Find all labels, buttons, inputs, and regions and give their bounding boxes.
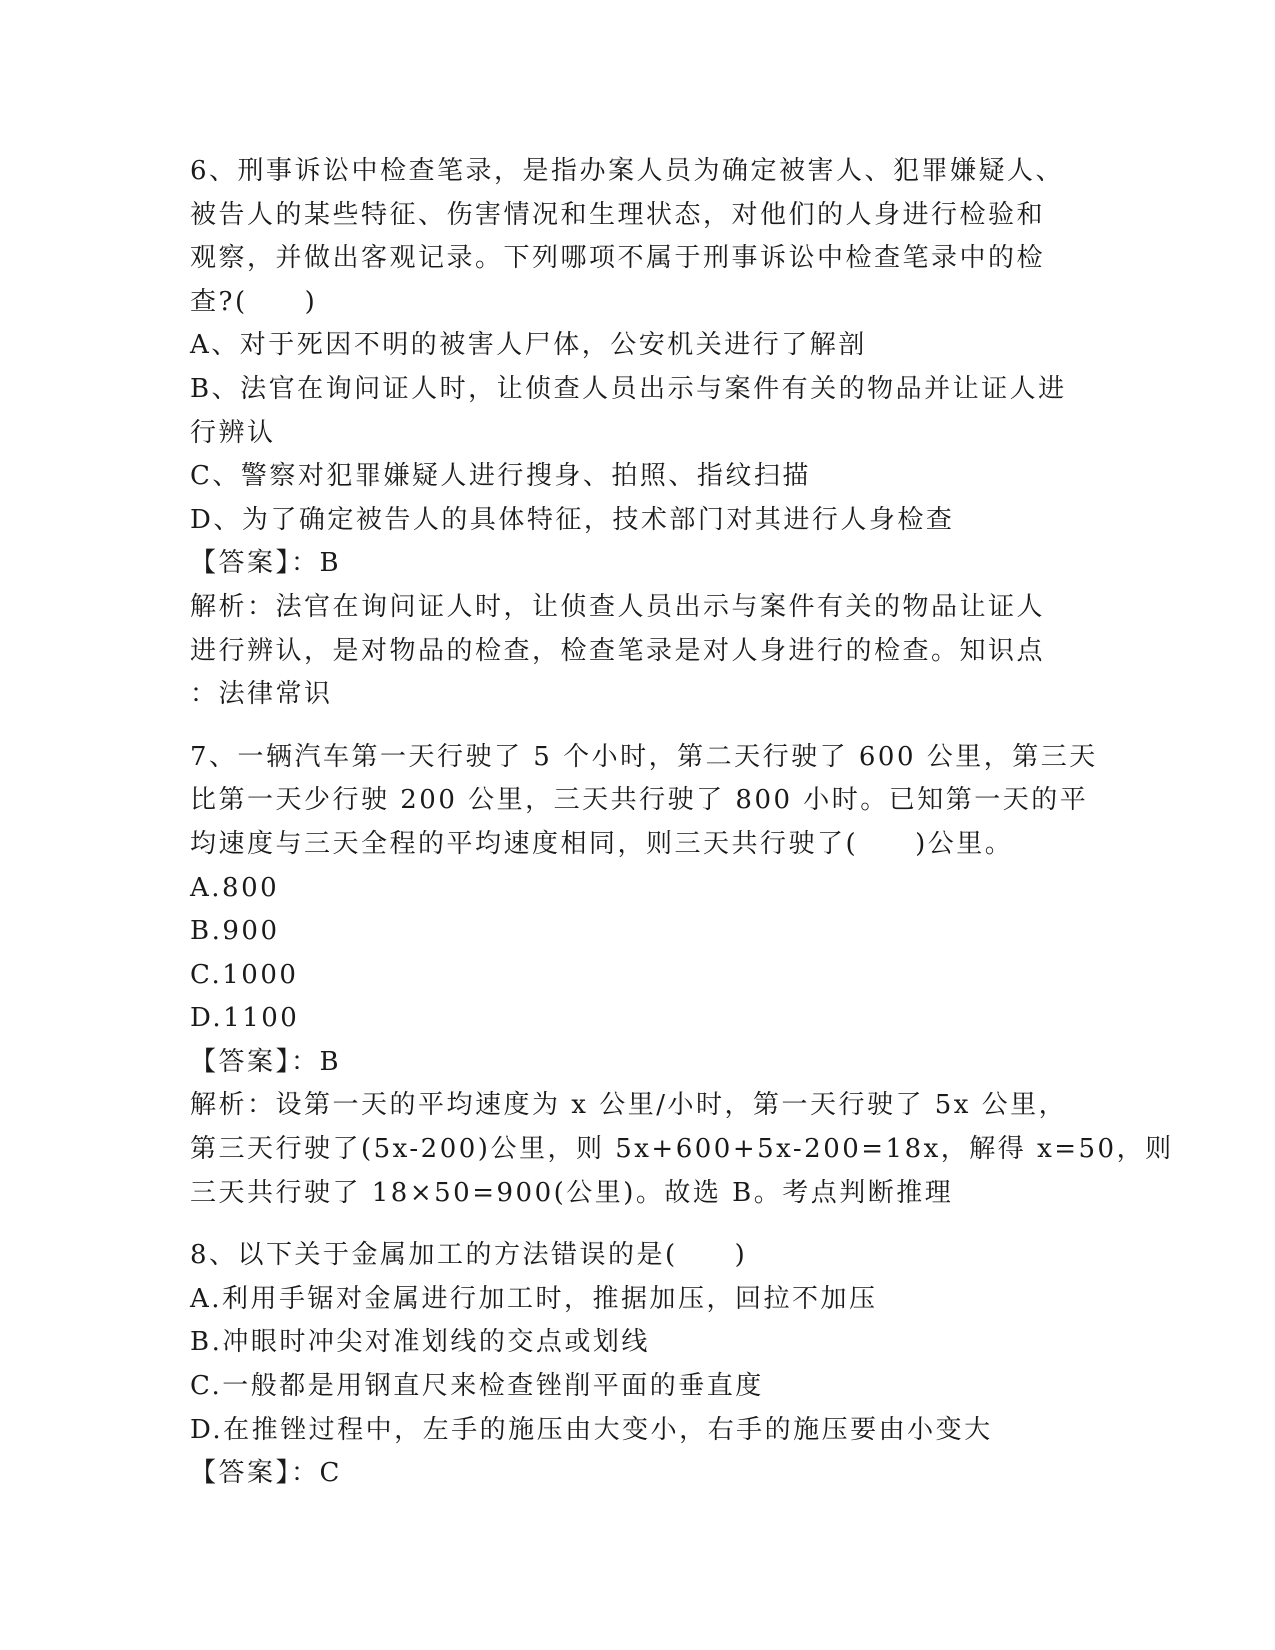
option-a: A.利用手锯对金属进行加工时，推据加压，回拉不加压	[190, 1283, 878, 1314]
explanation: 第三天行驶了(5x-200)公里，则 5x+600+5x-200=18x，解得 x=50，则	[190, 1134, 1174, 1165]
option-d: D.在推锉过程中，左手的施压由大变小，右手的施压要由小变大	[190, 1414, 993, 1445]
question-6-line: 查?( )	[190, 286, 318, 317]
question-7-line: 均速度与三天全程的平均速度相同，则三天共行驶了( )公里。	[190, 828, 1014, 859]
option-c: C.1000	[190, 959, 299, 990]
explanation: 解析：法官在询问证人时，让侦查人员出示与案件有关的物品让证人	[190, 591, 1046, 622]
explanation: 三天共行驶了 18×50=900(公里)。故选 B。考点判断推理	[190, 1177, 954, 1208]
question-7-line: 7、一辆汽车第一天行驶了 5 个小时，第二天行驶了 600 公里，第三天	[190, 741, 1098, 772]
question-6-line: 观察，并做出客观记录。下列哪项不属于刑事诉讼中检查笔录中的检	[190, 243, 1046, 274]
option-d: D.1100	[190, 1003, 300, 1034]
question-7-line: 比第一天少行驶 200 公里，三天共行驶了 800 小时。已知第一天的平	[190, 785, 1089, 816]
option-b: B、法官在询问证人时，让侦查人员出示与案件有关的物品并让证人进	[190, 373, 1067, 404]
document-page	[190, 150, 1174, 1496]
explanation: 解析：设第一天的平均速度为 x 公里/小时，第一天行驶了 5x 公里，	[190, 1090, 1068, 1121]
answer: 【答案】：C	[190, 1458, 342, 1489]
option-a: A.800	[190, 872, 280, 903]
option-d: D、为了确定被告人的具体特征，技术部门对其进行人身检查	[190, 504, 955, 535]
question-8	[190, 1234, 1090, 1496]
question-6	[190, 150, 1090, 717]
question-8-line: 8、以下关于金属加工的方法错误的是( )	[190, 1240, 748, 1271]
question-6-line: 被告人的某些特征、伤害情况和生理状态，对他们的人身进行检验和	[190, 199, 1046, 230]
option-c: C、警察对犯罪嫌疑人进行搜身、拍照、指纹扫描	[190, 461, 811, 492]
option-b: B.冲眼时冲尖对准划线的交点或划线	[190, 1327, 650, 1358]
option-c: C.一般都是用钢直尺来检查锉削平面的垂直度	[190, 1371, 764, 1402]
question-6-line: 6、刑事诉讼中检查笔录，是指办案人员为确定被害人、犯罪嫌疑人、	[190, 156, 1065, 186]
option-b: B.900	[190, 916, 280, 947]
answer: 【答案】：B	[190, 1046, 342, 1077]
explanation: 进行辨认，是对物品的检查，检查笔录是对人身进行的检查。知识点	[190, 635, 1046, 666]
option-b: 行辨认	[190, 417, 276, 448]
option-a: A、对于死因不明的被害人尸体，公安机关进行了解剖	[190, 330, 867, 361]
explanation: ：法律常识	[190, 679, 333, 710]
question-7	[190, 736, 1174, 1216]
answer: 【答案】：B	[190, 548, 342, 579]
